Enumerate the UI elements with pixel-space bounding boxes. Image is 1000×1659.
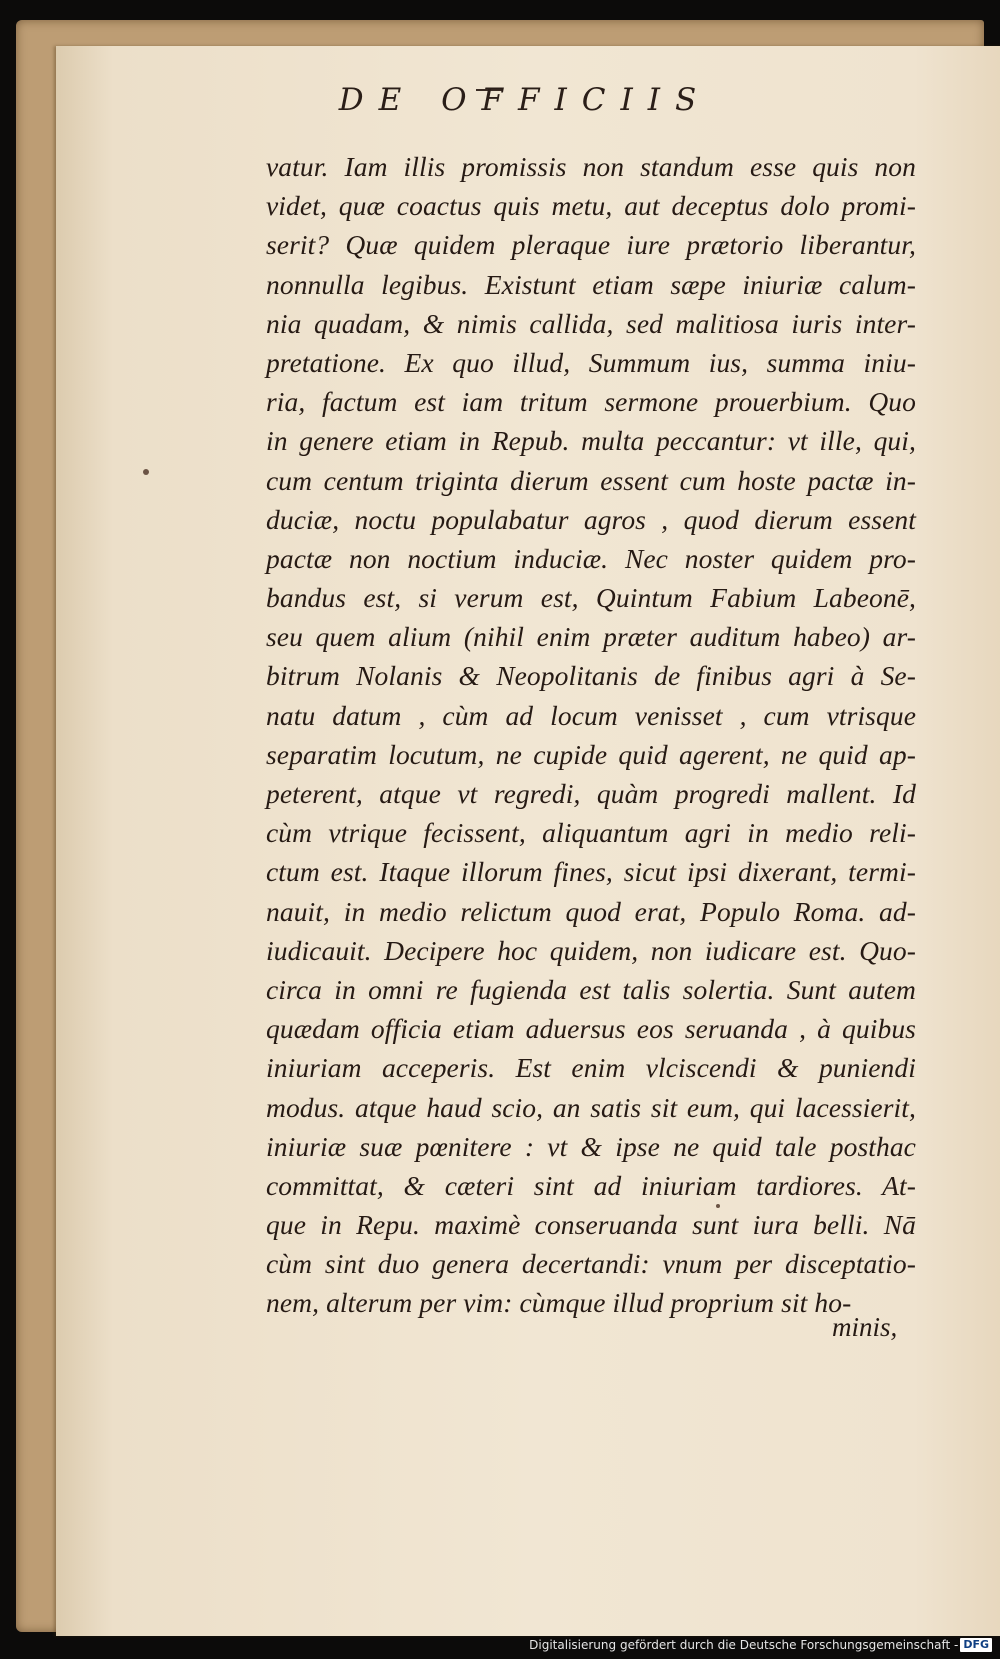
text-line: bitrum Nolanis & Neopolitanis de finibus agri à Se- bbox=[266, 660, 916, 692]
catchword: minis, bbox=[832, 1312, 898, 1342]
text-line: iniuriam acceperis. Est enim vlciscendi & puniendi bbox=[266, 1052, 916, 1084]
text-line: cùm vtrique fecissent, aliquantum agri in medio reli- bbox=[266, 817, 916, 849]
text-line: cum centum triginta dierum essent cum hoste pactæ in- bbox=[266, 464, 916, 496]
text-line: natu datum , cùm ad locum venisset , cum vtrisque bbox=[266, 699, 916, 731]
text-block bbox=[266, 147, 916, 1323]
footer-text: Digitalisierung gefördert durch die Deutsche Forschungsgemeinschaft - bbox=[529, 1638, 959, 1652]
text-line: nia quadam, & nimis callida, sed malitiosa iuris inter- bbox=[266, 307, 916, 339]
text-line: ctum est. Itaque illorum fines, sicut ipsi dixerant, termi- bbox=[266, 856, 916, 888]
text-line: duciæ, noctu populabatur agros , quod dierum essent bbox=[266, 503, 916, 535]
text-line: committat, & cæteri sint ad iniuriam tardiores. At- bbox=[266, 1169, 916, 1201]
text-line: nem, alterum per vim: cùmque illud proprium sit ho- bbox=[266, 1287, 852, 1319]
text-line: pretatione. Ex quo illud, Summum ius, summa iniu- bbox=[266, 346, 916, 378]
ink-spot bbox=[143, 469, 149, 475]
text-line: pactæ non noctium induciæ. Nec noster quidem pro- bbox=[266, 542, 916, 574]
text-line: iudicauit. Decipere hoc quidem, non iudicare est. Quo- bbox=[266, 934, 916, 966]
text-line: iniuriæ suæ pœnitere : vt & ipse ne quid tale posthac bbox=[266, 1130, 916, 1162]
text-line: in genere etiam in Repub. multa peccantur: vt ille, qui, bbox=[266, 425, 916, 457]
text-line: quædam officia etiam aduersus eos seruanda , à quibus bbox=[266, 1013, 916, 1045]
text-line: cùm sint duo genera decertandi: vnum per disceptatio- bbox=[266, 1248, 916, 1280]
text-line: nonnulla legibus. Existunt etiam sæpe iniuriæ calum- bbox=[266, 268, 916, 300]
dfg-logo: DFG bbox=[960, 1638, 992, 1652]
text-line: bandus est, si verum est, Quintum Fabium Labeonē, bbox=[266, 582, 916, 614]
running-head: DE OFFICIIS bbox=[338, 82, 712, 118]
text-line: peterent, atque vt regredi, quàm progredi mallent. Id bbox=[266, 778, 916, 809]
text-line: ria, factum est iam tritum sermone prouerbium. Quo bbox=[266, 386, 916, 418]
text-line: vatur. Iam illis promissis non standum esse quis non bbox=[266, 151, 916, 182]
text-line: serit? Quæ quidem pleraque iure prætorio liberantur, bbox=[266, 229, 916, 261]
text-line: videt, quæ coactus quis metu, aut deceptus dolo promi- bbox=[266, 190, 916, 222]
text-line: que in Repu. maximè conseruanda sunt iura belli. Nā bbox=[266, 1209, 916, 1241]
text-line: circa in omni re fugienda est talis solertia. Sunt autem bbox=[266, 973, 916, 1005]
text-line: nauit, in medio relictum quod erat, Populo Roma. ad- bbox=[266, 895, 916, 927]
text-line: seu quem alium (nihil enim præter auditum habeo) ar- bbox=[266, 621, 916, 653]
text-line: modus. atque haud scio, an satis sit eum, qui lacessierit, bbox=[266, 1091, 916, 1123]
footer-credit bbox=[529, 1637, 992, 1653]
text-line: separatim locutum, ne cupide quid agerent, ne quid ap- bbox=[266, 738, 916, 770]
